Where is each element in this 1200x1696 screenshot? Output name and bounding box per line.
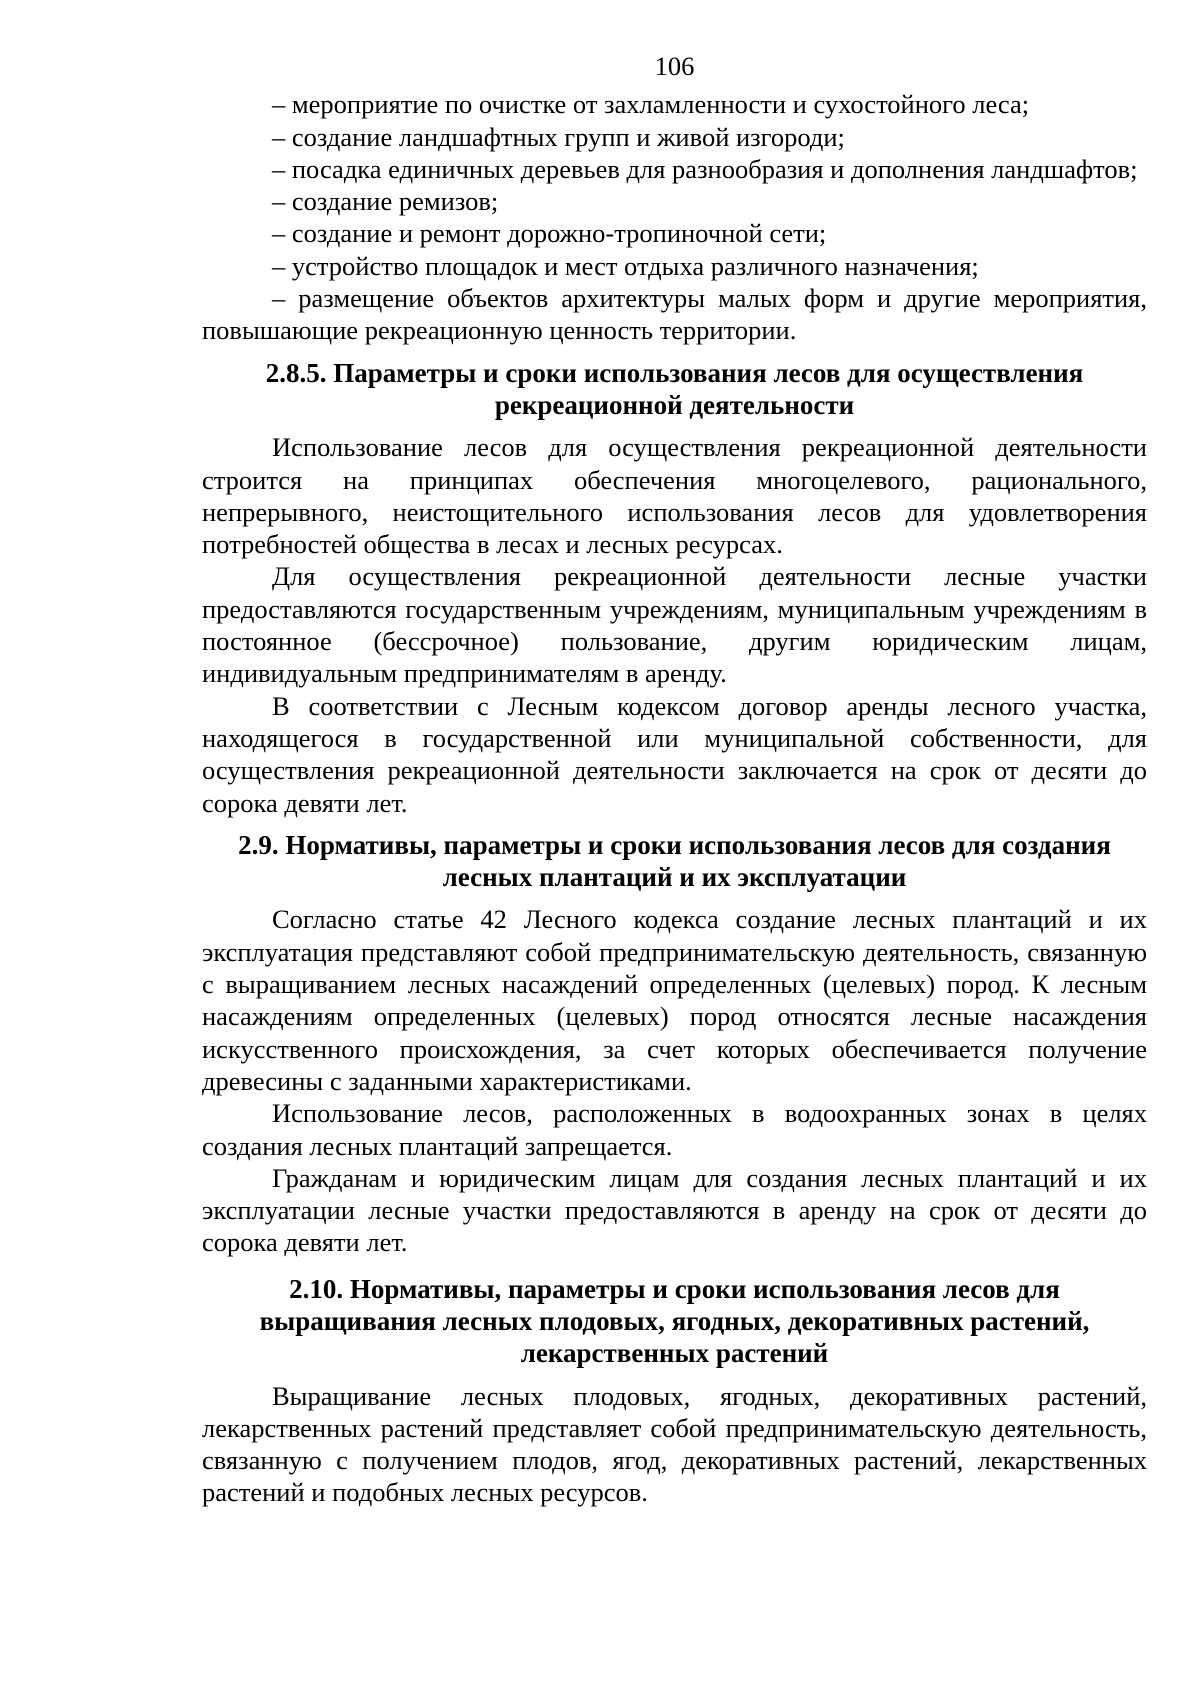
paragraph: Для осуществления рекреационной деятельности лесные участки предоставляются государственным учреждениям, муниципальным учреждениям в постоянное (бессрочное) пользование, другим юридическим лицам, индивидуальным предпринимателям в аренду. [202,561,1147,689]
section-recreational-use [202,357,1147,819]
list-item: – создание ремизов; [272,186,499,217]
paragraph: Гражданам и юридическим лицам для создания лесных плантаций и их эксплуатации лесные участки предоставляются в аренду на срок от десяти до сорока девяти лет. [202,1162,1147,1258]
section-heading: 2.8.5. Параметры и сроки использования лесов для осуществления рекреационной деятельности [265,357,1084,420]
measures-list [202,88,1147,346]
list-item: – мероприятие по очистке от захламленности и сухостойного леса; [272,89,1030,120]
section-fruit-berry-plants [202,1273,1147,1509]
paragraph: В соответствии с Лесным кодексом договор аренды лесного участка, находящегося в государственной или муниципальной собственности, для осуществления рекреационной деятельности заключается на срок от десяти до сорока девяти лет. [202,690,1147,818]
section-heading: 2.10. Нормативы, параметры и сроки использования лесов для выращивания лесных плодовых, ягодных, декоративных растений, лекарственных растений [259,1273,1090,1369]
list-item: – посадка единичных деревьев для разнообразия и дополнения ландшафтов; [272,153,1138,184]
paragraph: Использование лесов, расположенных в водоохранных зонах в целях создания лесных плантаций запрещается. [202,1098,1147,1161]
list-item: – размещение объектов архитектуры малых форм и другие мероприятия, повышающие рекреационную ценность территории. [202,283,1147,346]
document-page [202,50,1147,1509]
list-item: – устройство площадок и мест отдыха различного назначения; [272,250,979,281]
page-number: 106 [654,51,695,81]
section-heading: 2.9. Нормативы, параметры и сроки использования лесов для создания лесных плантаций и их эксплуатации [238,829,1111,893]
section-forest-plantations [202,829,1147,1259]
paragraph: Согласно статье 42 Лесного кодекса создание лесных плантаций и их эксплуатация представляют собой предпринимательскую деятельность, связанную с выращиванием лесных насаждений определенных (целевых) пород. К лесным насаждениям определенных (целевых) пород относятся лесные насаждения искусственного происхождения, за счет которых обеспечивается получение древесины с заданными характеристиками. [202,904,1147,1096]
paragraph: Использование лесов для осуществления рекреационной деятельности строится на принципах обеспечения многоцелевого, рационального, непрерывного, неистощительного использования лесов для удовлетворения потребностей общества в лесах и лесных ресурсах. [202,432,1147,560]
paragraph: Выращивание лесных плодовых, ягодных, декоративных растений, лекарственных растений представляет собой предпринимательскую деятельность, связанную с получением плодов, ягод, декоративных растений, лекарственных растений и подобных лесных ресурсов. [202,1380,1147,1508]
list-item: – создание ландшафтных групп и живой изгороди; [272,121,845,152]
list-item: – создание и ремонт дорожно-тропиночной сети; [272,218,827,249]
